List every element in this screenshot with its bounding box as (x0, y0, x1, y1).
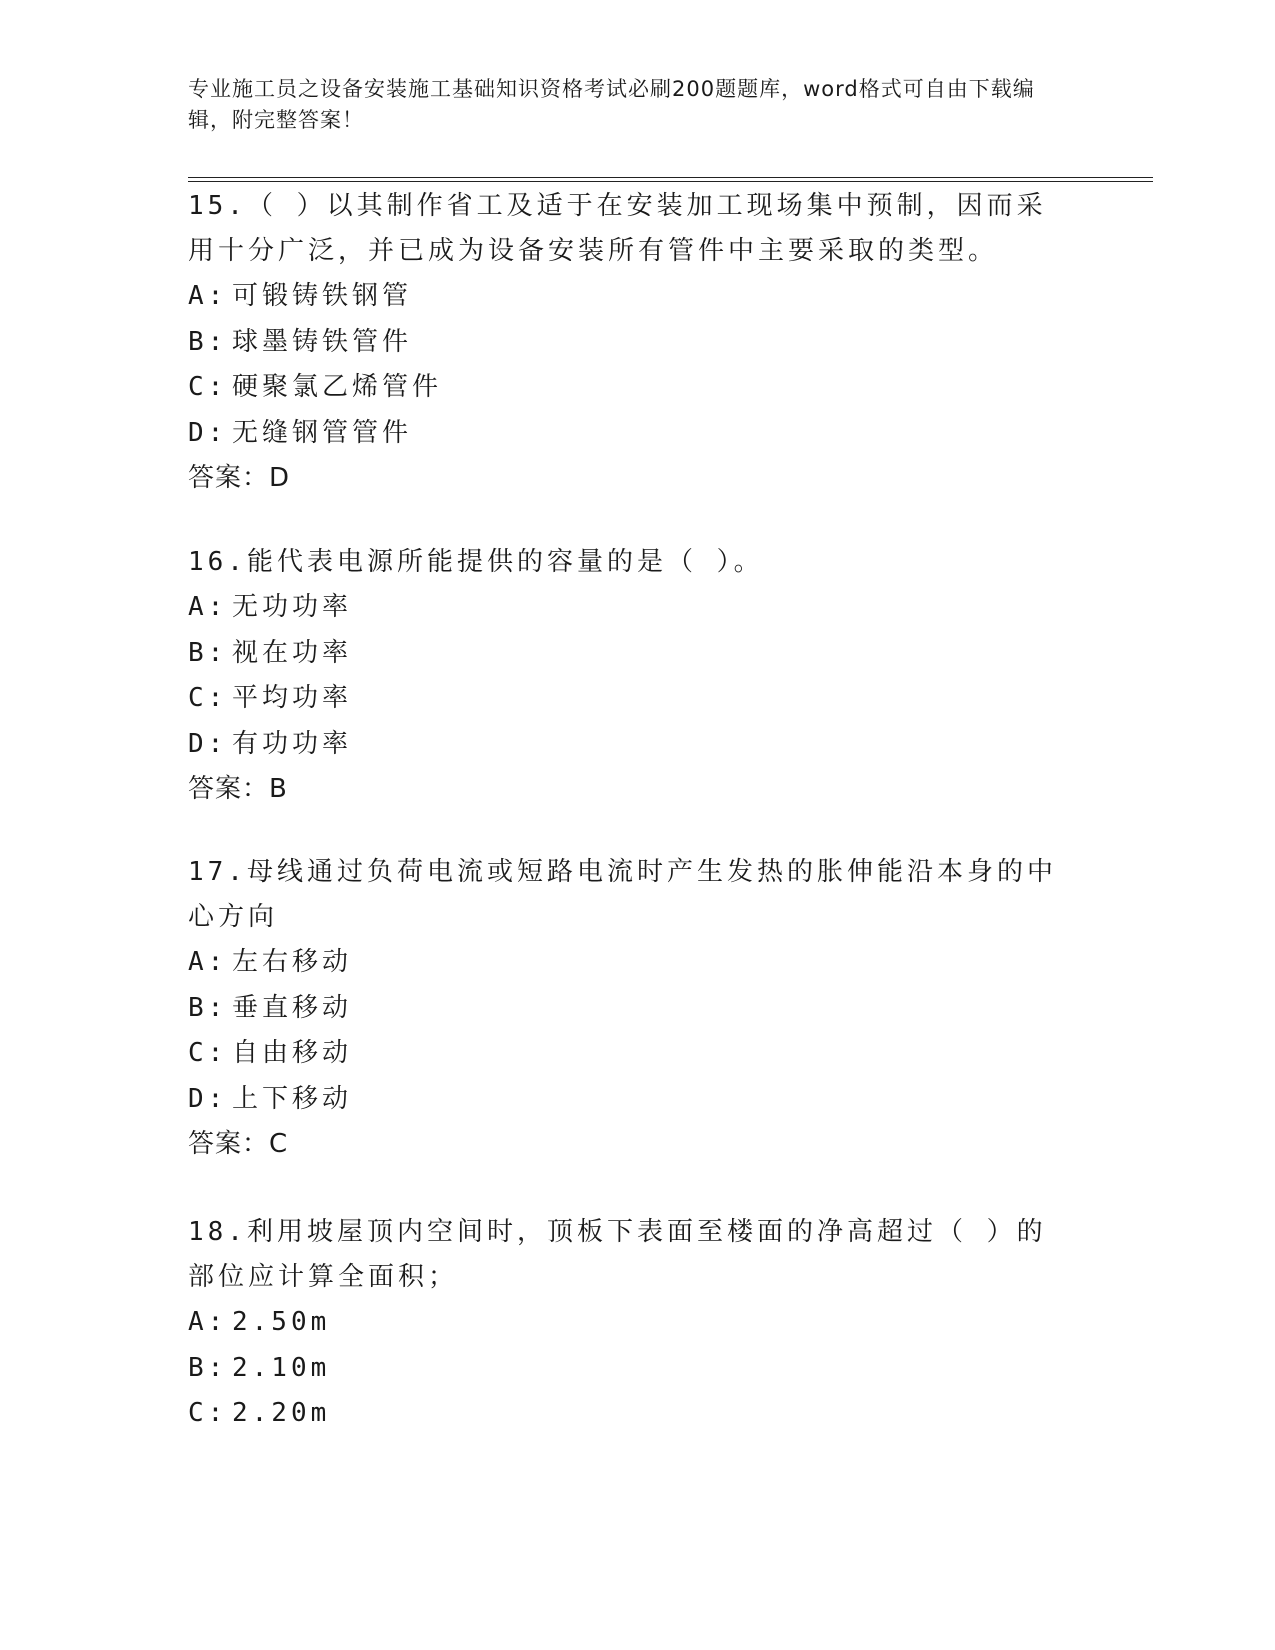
option-text: 2.50m (232, 1307, 331, 1337)
option-c (188, 676, 1068, 722)
option-d (188, 722, 1068, 768)
question-text: 15.（ ）以其制作省工及适于在安装加工现场集中预制，因而采用十分广泛，并已成为设备安装所有管件中主要采取的类型。 (188, 191, 1047, 266)
answer: 答案：D (188, 463, 291, 493)
option-d (188, 411, 1068, 457)
question-17 (188, 850, 1068, 1167)
option-key: B: (188, 326, 228, 357)
option-text: 球墨铸铁管件 (232, 326, 413, 357)
option-text: 垂直移动 (232, 992, 353, 1023)
option-key: C: (188, 1398, 228, 1428)
option-d (188, 1077, 1068, 1123)
answer: 答案：C (188, 1129, 289, 1159)
option-text: 平均功率 (232, 683, 353, 713)
option-text: 左右移动 (232, 947, 353, 977)
option-a (188, 274, 1068, 320)
option-key: A: (188, 281, 228, 311)
option-a (188, 585, 1068, 631)
option-text: 2.10m (232, 1352, 331, 1383)
option-a (188, 1300, 1068, 1346)
option-text: 2.20m (232, 1398, 331, 1428)
option-text: 无缝钢管管件 (232, 417, 413, 448)
question-text: 17.母线通过负荷电流或短路电流时产生发热的胀伸能沿本身的中心方向 (188, 857, 1057, 932)
option-b (188, 986, 1068, 1032)
question-text: 16.能代表电源所能提供的容量的是（ ）。 (188, 547, 764, 577)
option-key: A: (188, 1307, 228, 1337)
option-key: D: (188, 728, 228, 759)
option-b (188, 631, 1068, 677)
option-b (188, 1346, 1068, 1392)
option-text: 硬聚氯乙烯管件 (232, 372, 443, 402)
option-c (188, 1391, 1068, 1437)
option-text: 有功功率 (232, 728, 353, 759)
question-text: 18.利用坡屋顶内空间时，顶板下表面至楼面的净高超过（ ）的部位应计算全面积； (188, 1217, 1047, 1292)
question-18 (188, 1210, 1068, 1437)
option-key: B: (188, 1352, 228, 1383)
option-key: C: (188, 683, 228, 713)
option-text: 无功功率 (232, 592, 353, 622)
option-c (188, 1031, 1068, 1077)
option-c (188, 365, 1068, 411)
option-text: 视在功率 (232, 637, 353, 668)
answer: 答案：B (188, 774, 288, 804)
option-key: B: (188, 992, 228, 1023)
document-header: 专业施工员之设备安装施工基础知识资格考试必刷200题题库，word格式可自由下载编辑，附完整答案！ (188, 77, 1035, 132)
option-key: B: (188, 637, 228, 668)
header-divider (188, 177, 1153, 182)
option-text: 上下移动 (232, 1083, 353, 1114)
option-key: C: (188, 1038, 228, 1068)
option-key: A: (188, 592, 228, 622)
option-a (188, 940, 1068, 986)
option-key: D: (188, 417, 228, 448)
option-b (188, 320, 1068, 366)
option-text: 可锻铸铁钢管 (232, 281, 413, 311)
question-15 (188, 184, 1068, 501)
option-key: C: (188, 372, 228, 402)
option-text: 自由移动 (232, 1038, 353, 1068)
question-16 (188, 540, 1068, 812)
option-key: A: (188, 947, 228, 977)
option-key: D: (188, 1083, 228, 1114)
